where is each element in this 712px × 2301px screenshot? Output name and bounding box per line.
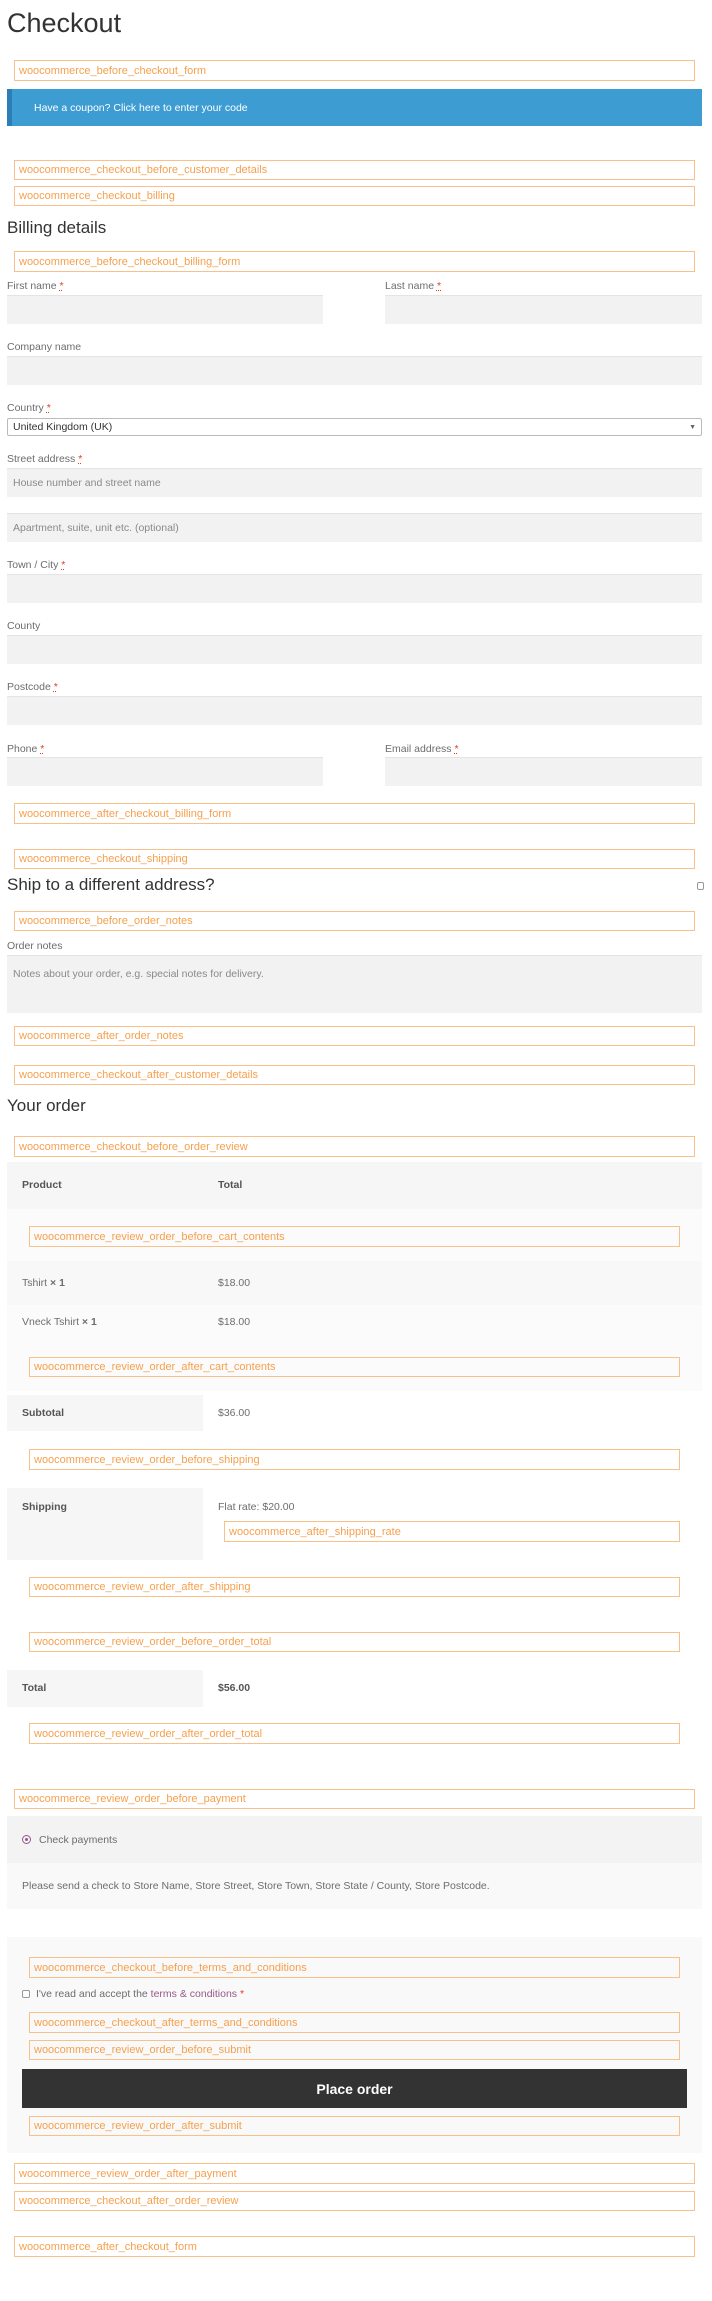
company-label: Company name xyxy=(7,341,82,353)
country-select-value: United Kingdom (UK) xyxy=(13,421,113,433)
email-input[interactable] xyxy=(385,757,702,786)
hook-after-order-total: woocommerce_review_order_after_order_total xyxy=(29,1723,680,1744)
country-label: Country * xyxy=(7,402,51,414)
ship-different-checkbox[interactable] xyxy=(697,882,704,890)
table-row-total: $18.00 xyxy=(218,1316,251,1328)
coupon-notice[interactable] xyxy=(7,89,702,126)
hook-before-payment: woocommerce_review_order_before_payment xyxy=(14,1789,695,1809)
hook-after-checkout-form: woocommerce_after_checkout_form xyxy=(14,2236,695,2257)
table-row-tint xyxy=(7,1261,702,1305)
first-name-input[interactable] xyxy=(7,295,323,324)
hook-before-customer-details: woocommerce_checkout_before_customer_details xyxy=(14,160,695,180)
county-input[interactable] xyxy=(7,635,702,664)
hook-after-terms: woocommerce_checkout_after_terms_and_conditions xyxy=(29,2012,680,2033)
hook-before-checkout-form: woocommerce_before_checkout_form xyxy=(14,60,695,81)
county-label: County xyxy=(7,620,41,632)
postcode-input[interactable] xyxy=(7,696,702,725)
shipping-value: Flat rate: $20.00 xyxy=(218,1501,295,1513)
table-row-product: Vneck Tshirt × 1 xyxy=(22,1316,97,1328)
hook-after-submit: woocommerce_review_order_after_submit xyxy=(29,2116,680,2136)
hook-before-order-notes: woocommerce_before_order_notes xyxy=(14,911,695,931)
last-name-label: Last name * xyxy=(385,280,442,292)
ship-different-heading: Ship to a different address? xyxy=(7,875,215,894)
shipping-label: Shipping xyxy=(22,1501,67,1513)
hook-checkout-billing: woocommerce_checkout_billing xyxy=(14,186,695,206)
coupon-notice-text[interactable]: Have a coupon? Click here to enter your code xyxy=(34,101,248,114)
payment-description-text: Please send a check to Store Name, Store Street, Store Town, Store State / County, Store Postcode. xyxy=(22,1880,490,1892)
town-input[interactable] xyxy=(7,574,702,603)
radio-selected-icon[interactable] xyxy=(22,1835,31,1844)
hook-after-order-notes: woocommerce_after_order_notes xyxy=(14,1026,695,1046)
payment-method-label: Check payments xyxy=(39,1833,118,1846)
hook-checkout-shipping: woocommerce_checkout_shipping xyxy=(14,849,695,869)
hook-after-cart-contents: woocommerce_review_order_after_cart_contents xyxy=(29,1357,680,1377)
hook-before-cart-contents: woocommerce_review_order_before_cart_contents xyxy=(29,1226,680,1247)
hook-before-shipping: woocommerce_review_order_before_shipping xyxy=(29,1449,680,1470)
subtotal-label: Subtotal xyxy=(22,1407,64,1419)
company-input[interactable] xyxy=(7,356,702,385)
hook-after-customer-details: woocommerce_checkout_after_customer_details xyxy=(14,1065,695,1085)
terms-link[interactable]: terms & conditions xyxy=(150,1988,238,2000)
billing-heading: Billing details xyxy=(7,218,107,237)
required-mark: * xyxy=(239,1988,245,2000)
terms-checkbox[interactable] xyxy=(22,1990,30,1998)
email-label: Email address * xyxy=(385,743,459,755)
phone-label: Phone * xyxy=(7,743,45,755)
total-label: Total xyxy=(22,1682,47,1694)
col-product-header: Product xyxy=(22,1179,62,1191)
hook-after-shipping: woocommerce_review_order_after_shipping xyxy=(29,1577,680,1597)
terms-row[interactable] xyxy=(22,1987,244,2001)
town-label: Town / City * xyxy=(7,559,66,571)
order-notes-textarea[interactable]: Notes about your order, e.g. special notes for delivery. xyxy=(7,955,702,1013)
payment-method-check[interactable] xyxy=(7,1816,702,1863)
first-name-label: First name * xyxy=(7,280,64,292)
hook-after-payment: woocommerce_review_order_after_payment xyxy=(14,2163,695,2184)
hook-after-shipping-rate: woocommerce_after_shipping_rate xyxy=(224,1521,680,1542)
terms-text: I've read and accept the xyxy=(36,1988,148,2000)
table-row-total: $18.00 xyxy=(218,1277,251,1289)
street-label: Street address * xyxy=(7,453,83,465)
hook-before-order-review: woocommerce_checkout_before_order_review xyxy=(14,1136,695,1157)
table-row-product: Tshirt × 1 xyxy=(22,1277,65,1289)
payment-description xyxy=(7,1863,702,1909)
phone-input[interactable] xyxy=(7,757,323,786)
hook-before-submit: woocommerce_review_order_before_submit xyxy=(29,2040,680,2060)
chevron-down-icon: ▼ xyxy=(689,423,696,431)
table-header-row xyxy=(7,1162,702,1209)
subtotal-value: $36.00 xyxy=(218,1407,251,1419)
col-total-header: Total xyxy=(218,1179,243,1191)
last-name-input[interactable] xyxy=(385,295,702,324)
postcode-label: Postcode * xyxy=(7,681,58,693)
order-notes-label: Order notes xyxy=(7,940,63,952)
hook-before-terms: woocommerce_checkout_before_terms_and_conditions xyxy=(29,1957,680,1978)
street-input[interactable]: House number and street name xyxy=(7,468,702,497)
place-order-button[interactable]: Place order xyxy=(22,2069,687,2108)
total-value: $56.00 xyxy=(218,1682,251,1694)
hook-after-billing-form: woocommerce_after_checkout_billing_form xyxy=(14,803,695,824)
hook-before-billing-form: woocommerce_before_checkout_billing_form xyxy=(14,251,695,272)
page-title: Checkout xyxy=(7,8,122,38)
your-order-heading: Your order xyxy=(7,1096,86,1115)
hook-before-order-total: woocommerce_review_order_before_order_total xyxy=(29,1632,680,1652)
hook-after-order-review: woocommerce_checkout_after_order_review xyxy=(14,2191,695,2211)
apartment-input[interactable]: Apartment, suite, unit etc. (optional) xyxy=(7,513,702,542)
country-select[interactable] xyxy=(7,418,702,436)
